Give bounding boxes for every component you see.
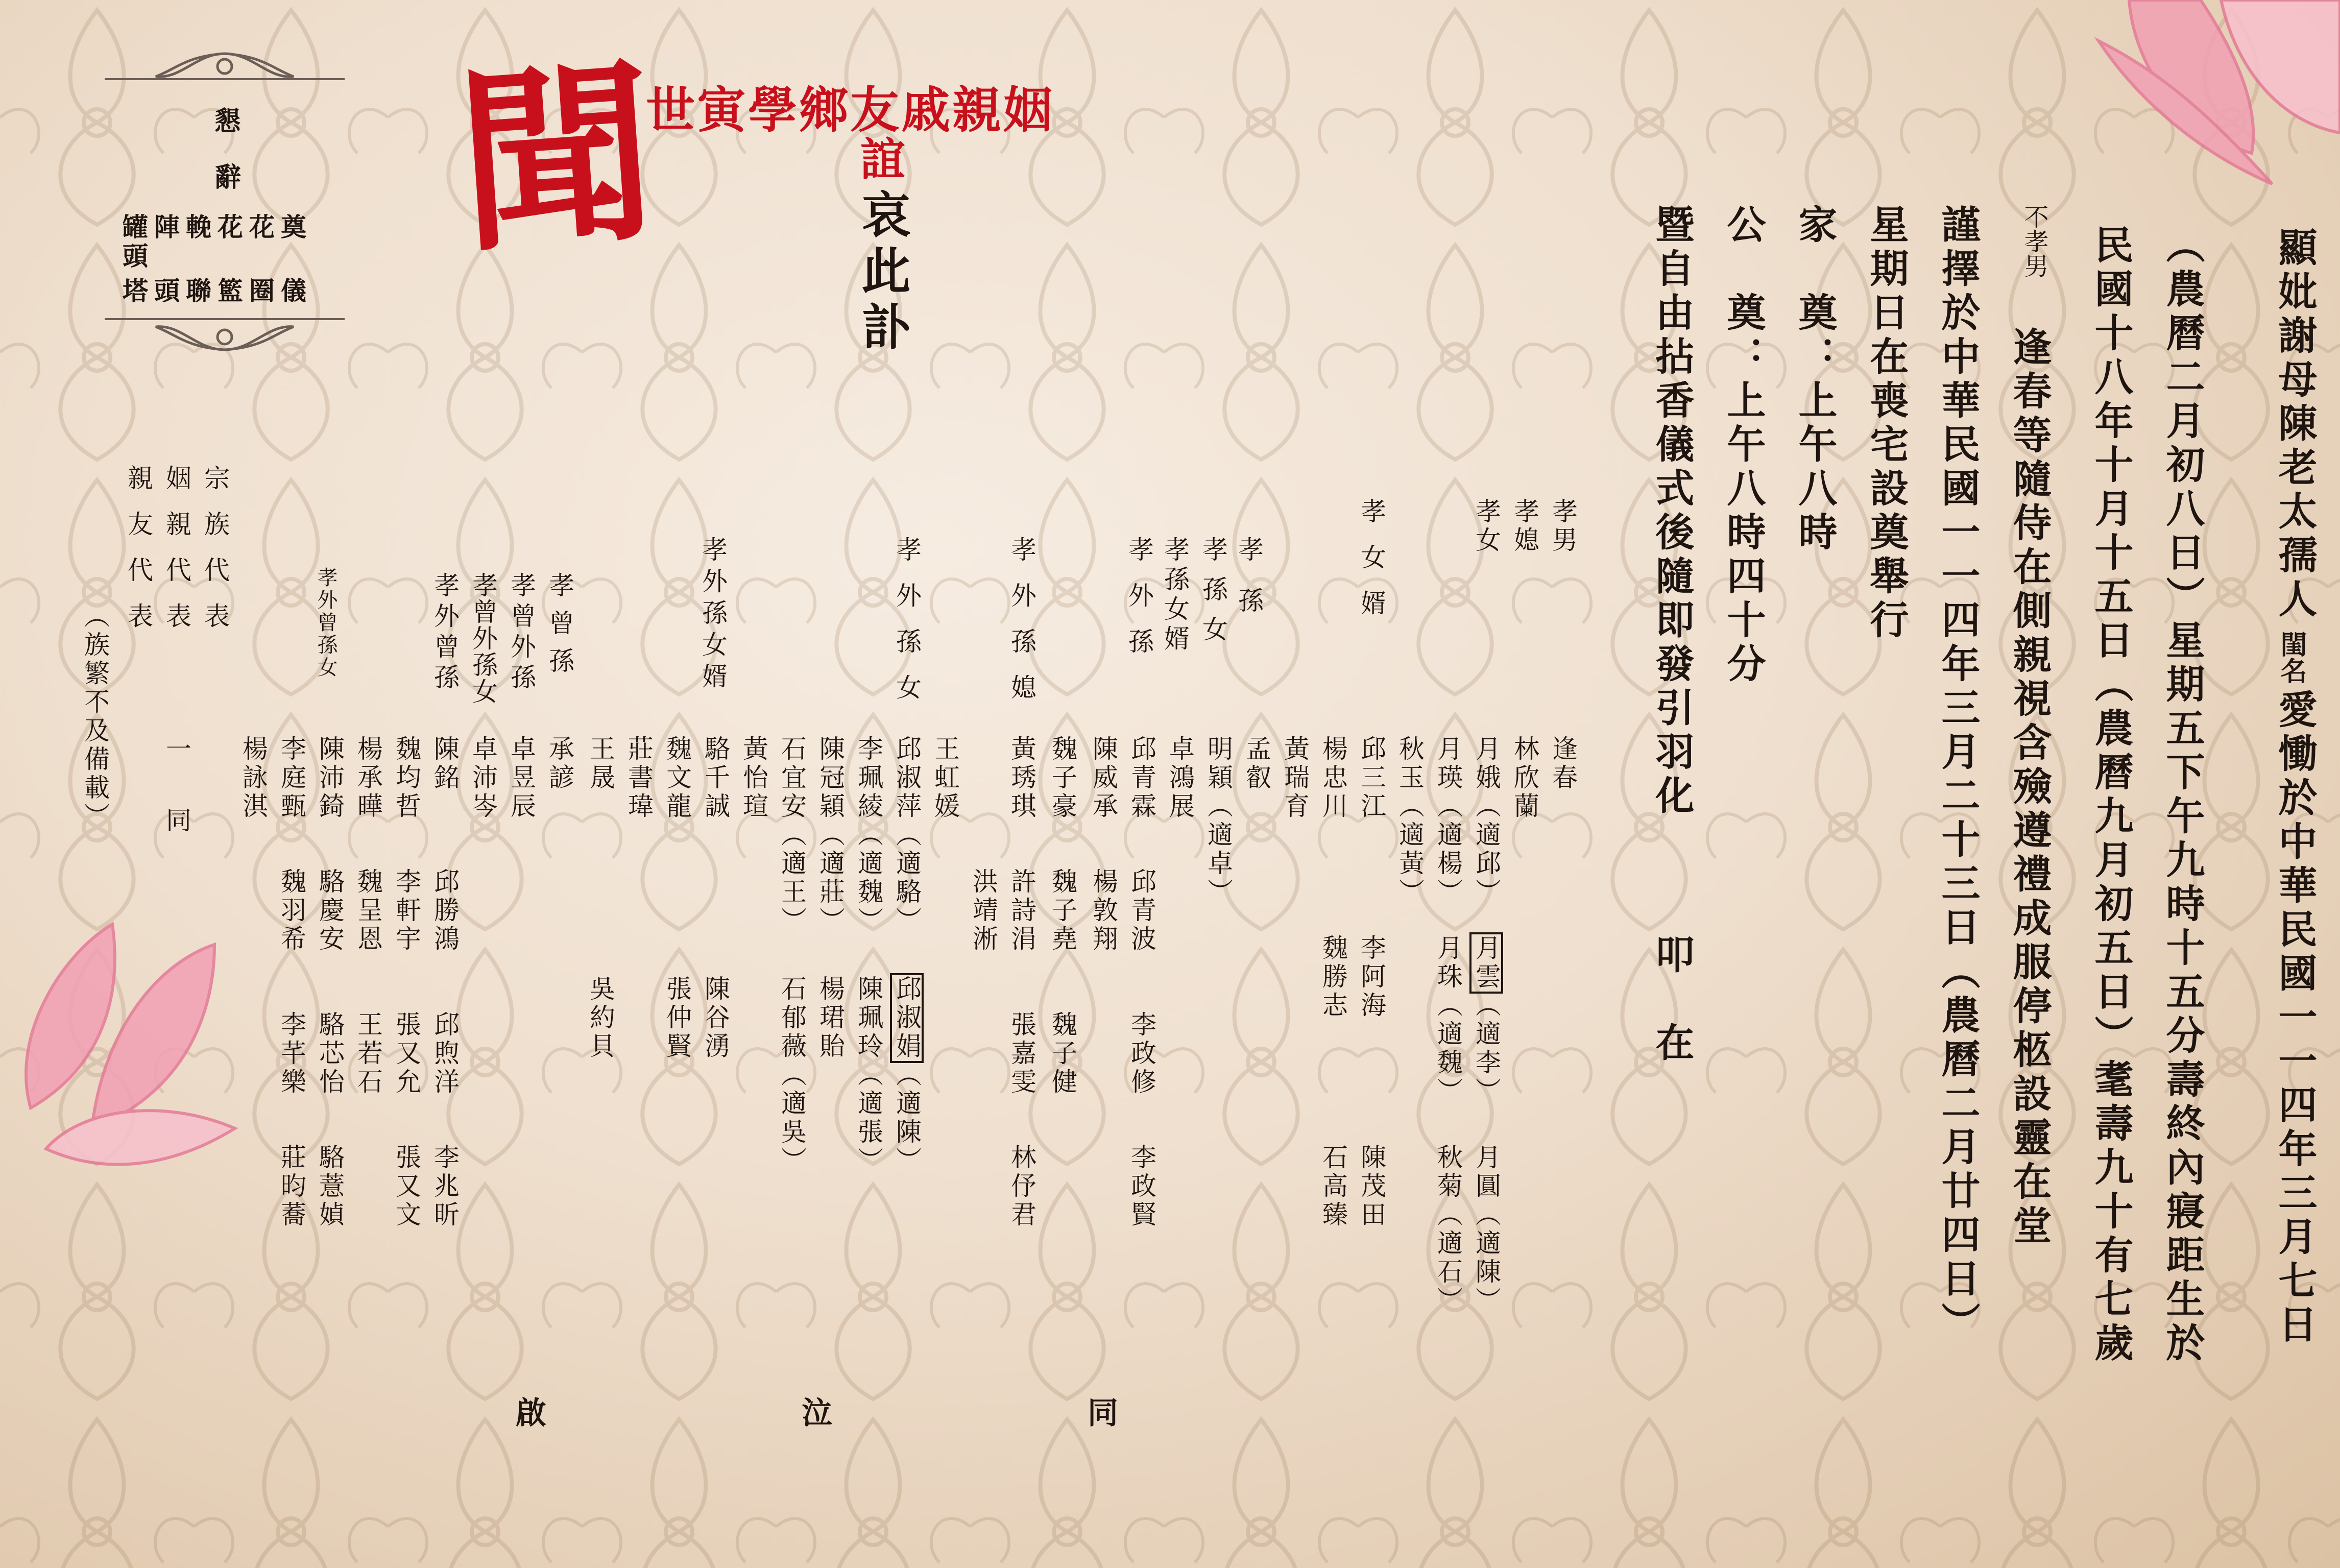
outer-gg-f-12: 莊昀蕎 xyxy=(277,1144,306,1229)
relation-outer-gdil: 孝外孫媳 xyxy=(1007,536,1036,720)
gg-outer-1: 卓沛岑 xyxy=(468,735,498,821)
rep-note: （族繁不及備載） xyxy=(80,602,110,831)
outer-gd-2: 邱淑萍（適駱） xyxy=(892,735,922,935)
daughter-3: 秋玉（適黃） xyxy=(1395,735,1425,907)
heading-big-character: 聞 xyxy=(451,37,662,279)
ornament-top-icon xyxy=(105,49,345,94)
outer-gdh-3: 魏文龍 xyxy=(662,735,692,821)
main-col-2: （農曆二月初八日）星期五下午九時十五分壽終內寢距生於 xyxy=(2160,225,2205,1366)
main-col-9a: 暨自由拈香儀式後隨即發引羽化 xyxy=(1649,204,1695,819)
outer-gdh-7: 張仲賢 xyxy=(662,975,692,1061)
outer-gg-f-5: 魏呈恩 xyxy=(353,868,383,954)
outer-gdil-7: 魏子健 xyxy=(1048,1011,1077,1097)
outer-gg-3: 李軒宇 xyxy=(392,868,421,954)
outer-gd-6: 邱淑娟（適陳） xyxy=(892,975,922,1175)
outer-gd-7: 陳珮玲（適張） xyxy=(854,975,883,1175)
gg-2: 卓昱辰 xyxy=(506,735,536,821)
outer-gg-f-3: 李庭甄 xyxy=(277,735,306,821)
rep-friends: 親友代表 xyxy=(124,465,153,648)
son-in-law-4: 魏勝志 xyxy=(1318,934,1348,1020)
outer-gdil-5: 洪靖淅 xyxy=(969,868,998,954)
outer-gg-f-2: 陳沛錡 xyxy=(315,735,345,821)
heading-sub1: 誼 xyxy=(853,135,906,180)
outer-gdil-6: 張嘉雯 xyxy=(1007,1011,1036,1097)
outer-gg-5: 張又允 xyxy=(392,1011,421,1097)
footer-tong: 同 xyxy=(1088,1395,1118,1431)
outer-gd-5: 石宜安（適王） xyxy=(777,735,807,935)
gg-1: 承諺 xyxy=(545,735,574,792)
outer-gdil-2: 魏子豪 xyxy=(1048,735,1077,821)
declining-item-2: 頭 xyxy=(123,241,148,271)
son-in-law-5: 陳茂田 xyxy=(1357,1144,1386,1229)
outer-gd-9: 石郁薇（適吳） xyxy=(777,975,807,1175)
daughter-6: 月圓（適陳） xyxy=(1471,1144,1501,1315)
rep-together: 一同 xyxy=(162,735,191,878)
relation-outer-gg: 孝外曾孫 xyxy=(430,572,460,694)
footer-qi: 啟 xyxy=(516,1395,546,1431)
relation-gs: 孝孫 xyxy=(1234,536,1264,638)
outer-gd-3: 李珮綾（適魏） xyxy=(854,735,883,935)
name-dil: 林欣蘭 xyxy=(1510,735,1539,821)
outer-gs-4: 楊敦翔 xyxy=(1089,868,1118,954)
relation-sil: 孝女婿 xyxy=(1357,498,1386,636)
outer-gg-f-9: 駱芯怡 xyxy=(315,1011,345,1097)
heading-red-title: 世寅學鄉友戚親姻 xyxy=(646,81,1054,139)
relation-outer-gs: 孝外孫 xyxy=(1124,536,1154,674)
main-col-4-note: 不孝男 xyxy=(2020,204,2048,278)
outer-gg-4: 邱煦洋 xyxy=(430,1011,460,1097)
daughter-5: 月珠（適魏） xyxy=(1433,934,1463,1106)
rep-inlaws: 姻親代表 xyxy=(162,465,191,648)
outer-gg-7: 張又文 xyxy=(392,1144,421,1229)
relation-ggd-f: 孝曾外孫女 xyxy=(468,572,498,705)
son-in-law-3: 李阿海 xyxy=(1357,934,1386,1020)
relation-dil: 孝媳 xyxy=(1510,498,1539,555)
outer-gs-6: 李政賢 xyxy=(1127,1144,1156,1229)
declining-item-1: 罐陣輓花花奠 xyxy=(123,212,312,242)
heading-sub2: 哀此訃 xyxy=(854,189,911,357)
rep-clan: 宗族代表 xyxy=(200,465,230,648)
outer-gg-f-6: 駱慶安 xyxy=(315,868,345,954)
main-col-4: 逢春等隨侍在側親視含殮遵禮成服停柩設靈在堂 xyxy=(2007,327,2052,1249)
son-in-law-6: 石高臻 xyxy=(1318,1144,1348,1229)
outer-gs-1: 邱青霖 xyxy=(1127,735,1156,821)
main-col-1-note: 閨名 xyxy=(2276,631,2307,684)
outer-gg-f-10: 李芊樂 xyxy=(277,1011,306,1097)
grandson-2: 孟叡 xyxy=(1242,735,1271,792)
main-col-5: 謹擇於中華民國一一四年三月二十三日（農曆二月廿四日） xyxy=(1935,204,1981,1346)
main-col-1b: 愛慟於中華民國一一四年三月七日 xyxy=(2272,689,2318,1348)
daughter-1: 月娥（適邱） xyxy=(1471,735,1501,907)
outer-gd-1: 王虹媛 xyxy=(930,735,960,821)
name-son: 逢春 xyxy=(1548,735,1578,792)
grandson-1: 黃瑞育 xyxy=(1280,735,1310,821)
lotus-flower-icon-top-right xyxy=(2068,0,2340,220)
outer-gg-f-1: 楊承曄 xyxy=(353,735,383,821)
granddaughter-husband: 卓鴻展 xyxy=(1165,735,1195,821)
declining-item-3: 塔頭聯籃圈儀 xyxy=(123,276,312,306)
outer-gdil-1: 黃琇琪 xyxy=(1007,735,1036,821)
outer-gdh-4: 莊書瑋 xyxy=(624,735,654,821)
outer-gg-1: 魏均哲 xyxy=(392,735,421,821)
outer-gdh-5: 王晟 xyxy=(586,735,615,792)
outer-gd-8: 楊珺貽 xyxy=(815,975,845,1061)
relation-outer-gg-f: 孝外曾孫女 xyxy=(314,567,337,679)
outer-gdil-8: 林伃君 xyxy=(1007,1144,1036,1229)
outer-gs-5: 李政修 xyxy=(1127,1011,1156,1097)
outer-gg-2: 邱勝鴻 xyxy=(430,868,460,954)
relation-ggd: 孝曾外孫 xyxy=(506,572,536,694)
relation-outer-gd: 孝外孫女 xyxy=(892,536,922,720)
outer-gg-f-4: 楊詠淇 xyxy=(238,735,268,821)
relation-son: 孝男 xyxy=(1548,498,1578,555)
outer-gd-4: 陳冠穎（適莊） xyxy=(815,735,845,935)
outer-gg-6: 李兆昕 xyxy=(430,1144,460,1229)
declining-label-2: 辭 xyxy=(214,162,242,193)
lotus-flower-icon xyxy=(0,842,286,1200)
daughter-7: 秋菊（適石） xyxy=(1433,1144,1463,1315)
daughter-2: 月瑛（適楊） xyxy=(1433,735,1463,907)
outer-gg-f-7: 魏羽希 xyxy=(277,868,306,954)
main-col-7: 家 奠：上午八時 xyxy=(1792,204,1838,556)
relation-gd: 孝孫女 xyxy=(1198,536,1228,656)
outer-gdh-2: 駱千誠 xyxy=(701,735,730,821)
outer-gg-f-8: 王若石 xyxy=(353,1011,383,1097)
footer-qi2: 泣 xyxy=(802,1395,832,1431)
declining-label-1: 懇 xyxy=(214,106,242,137)
outer-gdh-6: 陳谷湧 xyxy=(701,975,730,1061)
relation-gg: 孝曾孫 xyxy=(545,572,574,685)
main-col-3: 民國十八年十月十五日（農曆九月初五日）耄壽九十有七歲 xyxy=(2088,225,2134,1366)
relation-outer-gdh: 孝外孫女婿 xyxy=(698,536,728,694)
main-col-1a: 顯妣謝母陳老太孺人 xyxy=(2272,227,2318,622)
outer-gdil-3: 許詩涓 xyxy=(1007,868,1036,954)
outer-gg-f-11: 駱薏媜 xyxy=(315,1144,345,1229)
granddaughter: 明穎（適卓） xyxy=(1203,735,1233,907)
outer-gs-2: 陳威承 xyxy=(1089,735,1118,821)
outer-gdh-1: 黃怡瑄 xyxy=(739,735,768,821)
relation-gdh: 孝孫女婿 xyxy=(1160,536,1190,655)
daughter-4: 月雲（適李） xyxy=(1471,934,1501,1106)
outer-gdil-4: 魏子堯 xyxy=(1048,868,1077,954)
relation-dau: 孝女 xyxy=(1471,498,1501,555)
son-in-law-2: 楊忠川 xyxy=(1318,735,1348,821)
outer-gdh-8: 吳約貝 xyxy=(586,975,615,1061)
main-col-9b: 叩 在 xyxy=(1649,934,1695,1066)
outer-gs-3: 邱青波 xyxy=(1127,868,1156,954)
main-col-6: 星期日在喪宅設奠舉行 xyxy=(1864,204,1909,643)
main-col-8: 公 奠：上午八時四十分 xyxy=(1721,204,1766,687)
son-in-law-1: 邱三江 xyxy=(1357,735,1386,821)
ornament-bottom-icon xyxy=(105,309,345,355)
gg-outer-f-1: 陳銘 xyxy=(430,735,460,792)
